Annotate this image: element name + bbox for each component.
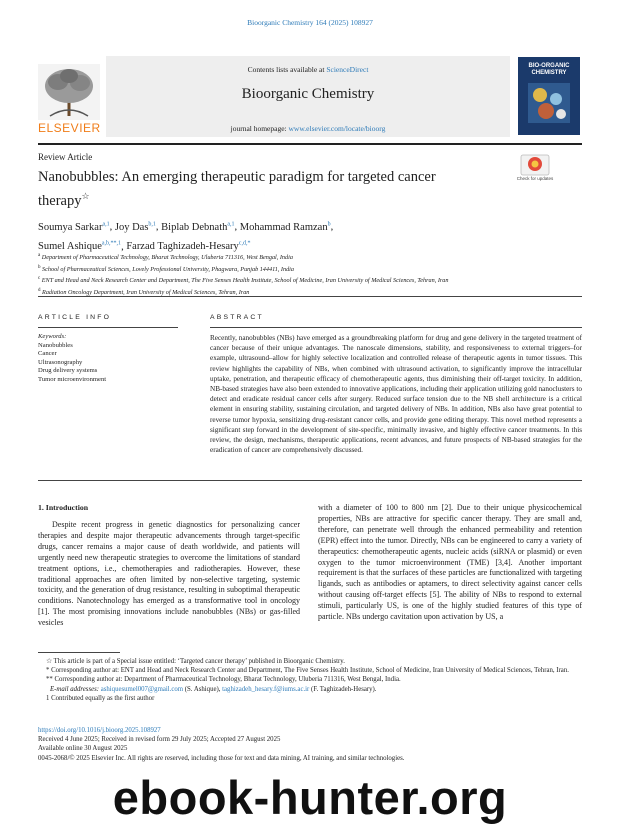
affiliation-list	[38, 251, 582, 297]
email-label: E-mail addresses:	[50, 685, 101, 693]
section-heading: 1. Introduction	[38, 503, 89, 512]
journal-cover-image[interactable]	[518, 57, 580, 135]
homepage-prefix: journal homepage:	[230, 124, 289, 133]
footnote-corresponding-1: * Corresponding author at: ENT and Head and Neck Research Center and Department, The Five Senses Health Institute, School of Medicine, Iran University of Medical Sciences, Tehran, Iran.	[46, 667, 569, 675]
author[interactable]: Farzad Taghizadeh-Hesary$^{c,d,*}$	[126, 240, 251, 252]
footnote-rule	[38, 652, 120, 653]
author[interactable]: Biplab Debnath$^{a,1}$	[161, 221, 235, 233]
keyword: Drug delivery systems	[38, 367, 98, 375]
keywords-block	[38, 333, 178, 385]
body-column-left: Despite recent progress in genetic diagnostics for personalizing cancer therapies and despite major therapeutic advancements through target-specific drugs, cancer remains a major cause of death worldwide, and patients will urgently need new therapeutic strategies to overcome the limitations of standard treatment options, i.e., chemotherapies and radiotherapies. However, these traditional approaches are often limited by non-selective targeting, systemic toxicity, and the generation of drug resistance, resulting in suboptimal therapeutic conditions. Nanotechnology has emerged as a transformative tool in oncology [1]. The most promising innovations include nanobubbles (NBs) or gas-filled vesicles	[38, 520, 300, 628]
author[interactable]: Mohammad Ramzan$^b$	[239, 221, 331, 233]
author[interactable]: Sumel Ashique$^{a,b,**,1}$	[38, 240, 122, 252]
article-info-heading: ARTICLE INFO	[38, 314, 112, 321]
abstract-heading: ABSTRACT	[210, 314, 264, 321]
footnote-corresponding-2: ** Corresponding author at: Department of Pharmaceutical Technology, Bharat Technology, Uluberia 711316, West Bengal, India.	[46, 676, 401, 684]
email-owner: (F. Taghizadeh-Hesary).	[309, 685, 377, 693]
contents-line	[106, 65, 510, 74]
footnote-special-issue: ☆ This article is part of a Special issue entitled: ‘Targeted cancer therapy’ published in Bioorganic Chemistry.	[46, 658, 345, 665]
affiliation: $^c$ ENT and Head and Neck Research Center and Department, The Five Senses Health Institute, School of Medicine, Iran University of Medical Sciences, Tehran, Iran	[38, 276, 449, 285]
article-info-rule	[38, 327, 178, 328]
homepage-link[interactable]: www.elsevier.com/locate/bioorg	[288, 124, 386, 133]
publisher-name: ELSEVIER	[38, 121, 101, 135]
copyright-notice: 0045-2068/© 2025 Elsevier Inc. All rights are reserved, including those for text and data mining, AI training, and similar technologies.	[38, 754, 405, 762]
email-link[interactable]: ashiquesumel007@gmail.com	[100, 685, 184, 693]
keyword: Cancer	[38, 350, 57, 358]
keyword: Nanobubbles	[38, 341, 73, 349]
cover-title	[518, 63, 580, 77]
cover-art-icon	[528, 83, 570, 123]
footnote-emails	[38, 685, 582, 694]
email-owner: (S. Ashique),	[183, 685, 223, 693]
received-dates: Received 4 June 2025; Received in revised form 29 July 2025; Accepted 27 August 2025	[38, 736, 281, 744]
affiliation: $^b$ School of Pharmaceutical Sciences, Lovely Professional University, Phagwara, Punjab 144411, India	[38, 264, 294, 273]
author[interactable]: Soumya Sarkar$^{a,1}$	[38, 221, 110, 233]
doi-link[interactable]: https://doi.org/10.1016/j.bioorg.2025.108927	[38, 727, 161, 734]
article-title	[38, 168, 468, 211]
section-rule	[38, 296, 582, 297]
affiliation: $^a$ Department of Pharmaceutical Technology, Bharat Technology, Uluberia 711316, West Bengal, India	[38, 253, 293, 262]
article-title-text: Nanobubbles: An emerging therapeutic paradigm for targeted cancer therapy	[38, 169, 436, 209]
keyword: Tumor microenvironment	[38, 375, 107, 383]
abstract-rule	[210, 327, 582, 328]
article-type: Review Article	[38, 152, 93, 162]
keyword: Ultrasonography	[38, 358, 83, 366]
affiliation: $^d$ Radiation Oncology Department, Iran University of Medical Sciences, Tehran, Iran	[38, 287, 250, 296]
journal-name: Bioorganic Chemistry	[241, 86, 375, 102]
watermark: ebook-hunter.org	[112, 771, 508, 824]
title-footnote-mark[interactable]: ☆	[81, 191, 90, 201]
cover-title-line2: CHEMISTRY	[531, 70, 567, 76]
journal-citation-link[interactable]: Bioorganic Chemistry 164 (2025) 108927	[247, 18, 373, 27]
author[interactable]: Joy Das$^{b,1}$	[114, 221, 156, 233]
footnotes	[38, 657, 582, 703]
keywords-label: Keywords:	[38, 333, 67, 340]
check-for-updates-label[interactable]: Check for updates	[516, 176, 554, 181]
abstract-end-rule	[38, 480, 582, 481]
abstract-text: Recently, nanobubbles (NBs) have emerged as a groundbreaking platform for drug and gene delivery in the targeted treatment of cancer because of their unique advantages. The nanoscale dimensions, stability, and responsiveness to external triggers–for example, ultrasound–allow for highly selective localization and controlled release of therapeutic agents in tumor tissues. This review highlights the capability of NBs, when combined with ultrasound activation, to significantly improve the intracellular uptake, penetration, and therapeutic efficacy of chemotherapeutic agents, thus diminishing their off-target toxicity. In addition, NB-based strategies have also been extended to innovative applications, including their application utilizing gold nanoclusters to detect and eradicate residual cancer cells after surgery. Reduced surface tension due to the NB shell architecture is a critical element in ensuring stability, sustaining circulation, and targeted delivery of NBs. In addition, NBs also have great potential to reverse tumor hypoxia, sensitizing drug-resistant cancer cells, and provide gene editing therapy. This novel method represents a significant step forward in the development of site-specific, minimally invasive, and highly effective cancer treatments. In this review, the design, mechanisms, therapeutic applications, recent advances, and future prospects of NB-based strategies for the eradication of cancer are comprehensively discussed.	[210, 334, 582, 455]
available-online: Available online 30 August 2025	[38, 745, 128, 753]
cover-title-line1: BIO-ORGANIC	[528, 63, 570, 69]
body-column-right: with a diameter of 100 to 800 nm [2]. Due to their unique physicochemical properties, NBs are attractive for specific cancer therapy. They are small and, therefore, can penetrate well through the enhanced permeability and retention (EPR) effect into the tumor. Directly, NBs can be engineered to carry a variety of therapeutics: chemotherapeutic agents, nucleic acids (siRNA or plasmid) or even oxygen to the tumor microenvironment (TME) [3,4]. Another important requirement is that the surfaces of these particles are functionalized with targeting ligands, such as antibodies or aptamers, to direct selectivity against cancer cells without causing off-target effects [5]. The ability of NBs to respond to external stimuli, particularly US, is one of the highly studied features of this type of particle. NBs undergo cavitation upon activation by US, a	[318, 503, 582, 622]
author-list: Soumya Sarkar$^{a,1}$, Joy Das$^{b,1}$, Biplab Debnath$^{a,1}$, Mohammad Ramzan$^b$, Sumel Ashique$^{a,b,**,1}$, Farzad Taghizadeh-Hesary$^{c,d,*}$	[38, 221, 334, 252]
article-history	[38, 726, 582, 763]
contents-prefix: Contents lists available at	[247, 65, 327, 74]
journal-homepage	[106, 124, 510, 133]
sciencedirect-link[interactable]: ScienceDirect	[326, 65, 369, 74]
header-rule	[38, 143, 582, 145]
footnote-equal-contribution: 1 Contributed equally as the first author	[46, 694, 155, 702]
email-link[interactable]: taghizadeh_hesary.f@iums.ac.ir	[222, 685, 310, 693]
